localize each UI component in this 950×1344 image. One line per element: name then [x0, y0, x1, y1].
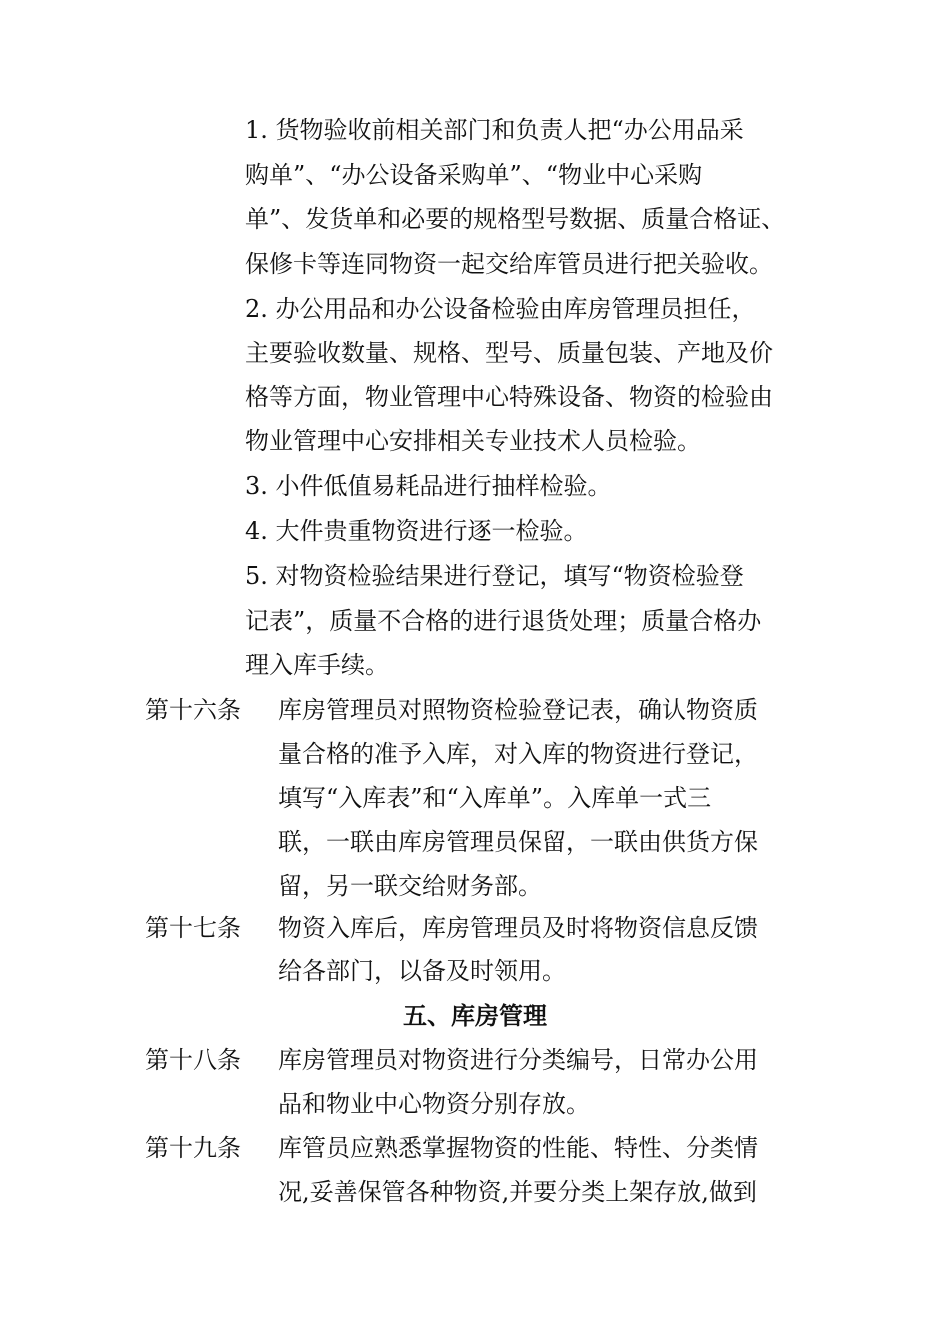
item-1-line-4: 保修卡等连同物资一起交给库管员进行把关验收。 [245, 250, 773, 278]
item-2-line-4: 物业管理中心安排相关专业技术人员检验。 [245, 427, 701, 455]
item-2-line-2: 主要验收数量、规格、型号、质量包装、产地及价 [245, 339, 773, 367]
item-1-line-1: 1. 货物验收前相关部门和负责人把“办公用品采 [245, 116, 744, 144]
item-1-line-3: 单”、发货单和必要的规格型号数据、质量合格证、 [245, 205, 786, 233]
article-17-line-2: 给各部门，以备及时领用。 [278, 957, 566, 985]
article-18-label: 第十八条 [145, 1046, 241, 1074]
item-2-line-1: 2. 办公用品和办公设备检验由库房管理员担任， [245, 295, 756, 323]
article-19-label: 第十九条 [145, 1134, 241, 1162]
article-17-line-1: 物资入库后，库房管理员及时将物资信息反馈 [278, 914, 758, 942]
article-19-line-2: 况,妥善保管各种物资,并要分类上架存放,做到 [278, 1178, 757, 1206]
item-5-line-3: 理入库手续。 [245, 651, 389, 679]
item-5-line-1: 5. 对物资检验结果进行登记，填写“物资检验登 [245, 562, 744, 590]
article-18-line-2: 品和物业中心物资分别存放。 [278, 1090, 590, 1118]
article-18-line-1: 库房管理员对物资进行分类编号，日常办公用 [278, 1046, 758, 1074]
article-16-line-1: 库房管理员对照物资检验登记表，确认物资质 [278, 696, 758, 724]
article-19-line-1: 库管员应熟悉掌握物资的性能、特性、分类情 [278, 1134, 758, 1162]
article-16-line-3: 填写“入库表”和“入库单”。入库单一式三 [278, 784, 712, 812]
article-16-line-4: 联，一联由库房管理员保留，一联由供货方保 [278, 828, 758, 856]
item-5-line-2: 记表”，质量不合格的进行退货处理；质量合格办 [245, 607, 762, 635]
item-3-line-1: 3. 小件低值易耗品进行抽样检验。 [245, 472, 612, 500]
item-4-line-1: 4. 大件贵重物资进行逐一检验。 [245, 517, 588, 545]
article-17-label: 第十七条 [145, 914, 241, 942]
section-title: 五、库房管理 [403, 1002, 547, 1030]
item-2-line-3: 格等方面，物业管理中心特殊设备、物资的检验由 [245, 383, 773, 411]
item-1-line-2: 购单”、“办公设备采购单”、“物业中心采购 [245, 161, 703, 189]
article-16-line-2: 量合格的准予入库，对入库的物资进行登记， [278, 740, 758, 768]
article-16-line-5: 留，另一联交给财务部。 [278, 872, 542, 900]
article-16-label: 第十六条 [145, 696, 241, 724]
